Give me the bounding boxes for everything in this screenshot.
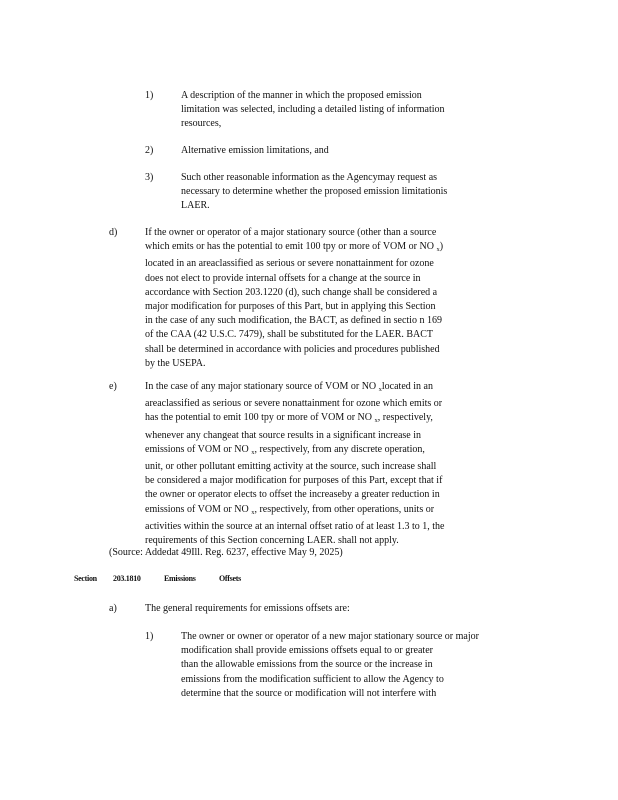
- list-item-label: 1): [145, 631, 154, 642]
- list-item-text: A description of the manner in which the proposed emission limitation was selected, including a detailed listing of information resources,: [181, 90, 445, 130]
- paragraph-label: a): [109, 603, 117, 614]
- paragraph-e: In the case of any major stationary source of VOM or NO $_x$located in an areaclassified as serious or severe nonattainment for ozone which emits or has the potential to emit 100 tpy or more of VOM or NO $_x$, respectively, whenever any changeat that source results in a significant increase in emissions of VOM or NO $_x$, respectively, from any discrete operation, unit, or other pollutant emitting activity at the source, such increase shall be considered a major modification for purposes of this Part, except that if the owner or operator elects to offset the increaseby a greater reduction in emissions of VOM or NO $_x$, respectively, from other operations, units or activities within the source at an internal offset ratio of at least 1.3 to 1, the requirements of this Section concerning LAER. shall not apply.: [145, 381, 445, 547]
- paragraph-label: d): [109, 227, 118, 238]
- list-item-label: 3): [145, 172, 154, 183]
- list-item-label: 1): [145, 90, 154, 101]
- section-number: 203.1810: [113, 574, 141, 583]
- paragraph-label: e): [109, 381, 117, 392]
- list-item-text: Such other reasonable information as the Agencymay request as necessary to determine whether the proposed emission limitationis LAER.: [181, 172, 448, 212]
- source-note: (Source: Addedat 49Ill. Reg. 6237, effective May 9, 2025): [109, 547, 343, 558]
- list-item-text: Alternative emission limitations, and: [181, 145, 329, 156]
- paragraph-a: The general requirements for emissions offsets are:: [145, 603, 350, 614]
- paragraph-d: If the owner or operator of a major stationary source (other than a source which emits or has the potential to emit 100 tpy or more of VOM or NO $_x$) located in an areaclassified as serious or severe nonattainment for ozone does not elect to provide internal offsets for a change at the source in accordance with Section 203.1220 (d), such change shall be considered a major modification for purposes of this Part, but in applying this Section in the case of any such modification, the BACT, as defined in sectio n 169 of the CAA (42 U.S.C. 7479), shall be substituted for the LAER. BACT shall be determined in accordance with policies and procedures published by the USEPA.: [145, 227, 444, 369]
- list-item-label: 2): [145, 145, 154, 156]
- section-title-1: Emissions: [164, 574, 196, 583]
- section-title-2: Offsets: [219, 574, 241, 583]
- section-word: Section: [74, 574, 97, 583]
- list-item-text: The owner or owner or operator of a new major stationary source or major modification shall provide emissions offsets equal to or greater than the allowable emissions from the source or the increase in emissions from the modification sufficient to allow the Agency to determine that the source or modification will not interfere with: [181, 631, 479, 699]
